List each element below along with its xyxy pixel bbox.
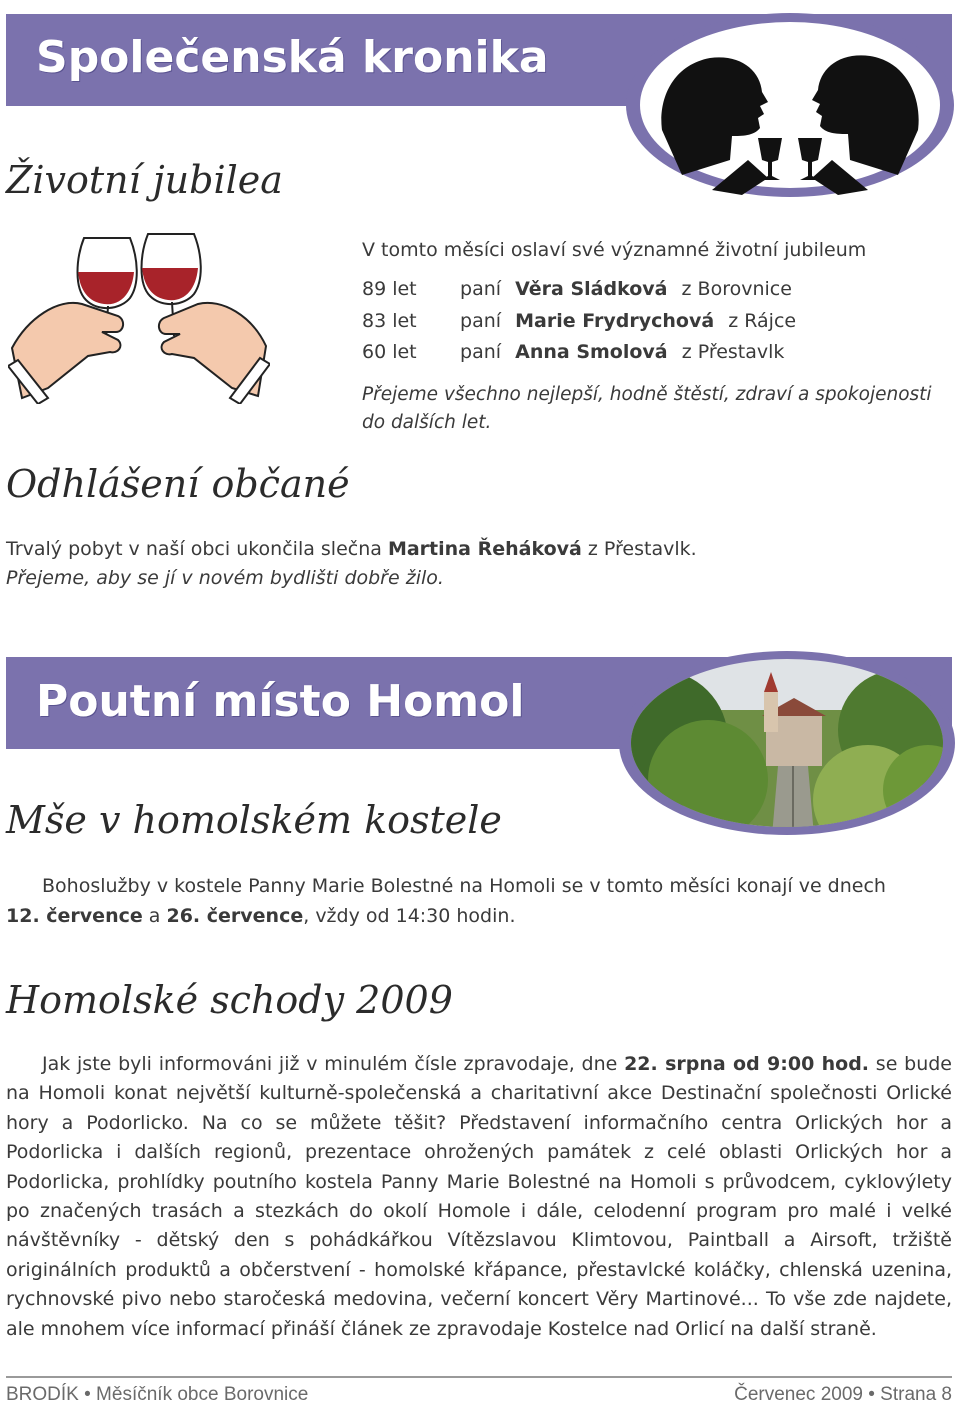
footer-left: BRODÍK • Měsíčník obce Borovnice <box>6 1384 309 1405</box>
jubilee-age: 89 let <box>362 278 417 300</box>
section-title: Společenská kronika <box>36 32 549 83</box>
mse-text-line2 <box>6 902 515 931</box>
jubilee-name: Marie Frydrychová <box>515 310 715 332</box>
mse-heading: Mše v homolském kostele <box>6 798 502 842</box>
odhlaseni-heading: Odhlášení občané <box>6 462 350 506</box>
odhlaseni-text <box>6 535 697 564</box>
jubilee-row <box>362 341 784 363</box>
section-title: Poutní místo Homol <box>36 676 525 727</box>
wine-toast-illustration <box>8 228 270 404</box>
odhlaseni-post: z Přestavlk. <box>581 538 697 560</box>
odhlaseni-wish: Přejeme, aby se jí v novém bydlišti dobře žilo. <box>6 567 444 589</box>
odhlaseni-name: Martina Řeháková <box>387 538 582 560</box>
jubilea-intro: V tomto měsíci oslaví své významné životní jubileum <box>362 239 867 261</box>
mse-date-1: 12. července <box>6 905 143 927</box>
schody-text: se bude na Homoli konat největší kulturně-společenská a charitativní akce Destinační společnosti Orlické hory a Podorlicko. Na co se můžete těšit? Představení informačního centra Orlických hor a Podorlicka i dalších regionů, prezentace ohrožených památek z celé oblasti Orlických hor a Podorlicka, prohlídky poutního kostela Panny Marie Bolestné na Homoli s průvodcem, cyklovýlety po značených trasách a stezkách do okolí Homole i dále, celodenní program pro malé i velké návštěvníky - dětský den s pohádkářkou Vítězslavou Klimtovou, Paintball a Airsoft, tržiště originálních produktů a občerstvení - homolské křápance, přestavlcké koláčky, chlenská uzenina, rychnovské pivo nebo staročeská medovina, večerní koncert Věry Martinové... To vše zde najdete, ale mnohem více informací přináší článek ze zpravodaje Kostelce nad Orlicí na další straně. <box>6 1053 952 1340</box>
jubilee-place: z Borovnice <box>681 278 792 300</box>
mse-tail: , vždy od 14:30 hodin. <box>303 905 516 927</box>
schody-heading: Homolské schody 2009 <box>6 978 453 1022</box>
jubilea-heading: Životní jubilea <box>6 158 283 202</box>
jubilee-place: z Přestavlk <box>681 341 785 363</box>
mse-text-line1: Bohoslužby v kostele Panny Marie Bolestné na Homoli se v tomto měsíci konají ve dnech <box>42 875 886 897</box>
mse-and: a <box>142 905 167 927</box>
odhlaseni-pre: Trvalý pobyt v naší obci ukončila slečna <box>6 538 388 560</box>
jubilee-age: 60 let <box>362 341 417 363</box>
homol-church-photo <box>618 650 956 836</box>
footer-right: Červenec 2009 • Strana 8 <box>734 1384 952 1405</box>
schody-paragraph <box>6 1050 952 1344</box>
jubilee-prefix: paní <box>460 341 502 363</box>
jubilea-wish-line1: Přejeme všechno nejlepší, hodně štěstí, zdraví a spokojenosti <box>362 384 932 405</box>
toast-silhouette-illustration <box>622 10 958 200</box>
jubilee-prefix: paní <box>460 310 502 332</box>
schody-pre: Jak jste byli informováni již v minulém čísle zpravodaje, dne <box>42 1053 625 1075</box>
jubilee-row <box>362 278 792 300</box>
schody-date: 22. srpna od 9:00 hod. <box>624 1053 870 1075</box>
jubilea-wish-line2: do dalších let. <box>362 412 492 433</box>
footer <box>6 1384 952 1406</box>
mse-date-2: 26. července <box>166 905 304 927</box>
jubilee-age: 83 let <box>362 310 417 332</box>
jubilee-prefix: paní <box>460 278 502 300</box>
jubilee-name: Anna Smolová <box>515 341 668 363</box>
footer-rule <box>6 1376 952 1378</box>
jubilee-row <box>362 310 796 332</box>
jubilee-place: z Rájce <box>728 310 797 332</box>
jubilee-name: Věra Sládková <box>515 278 668 300</box>
